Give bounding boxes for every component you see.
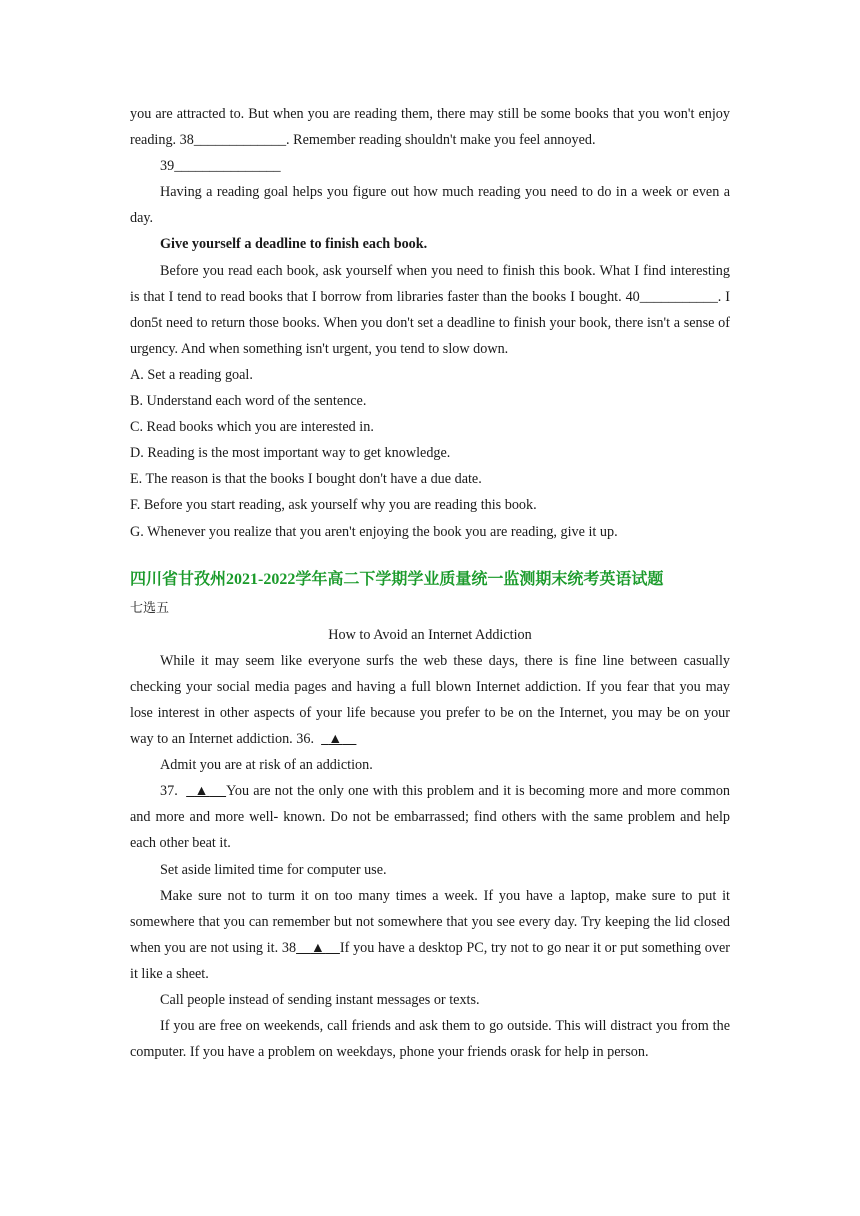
paragraph <box>130 648 730 752</box>
source-title: 四川省甘孜州2021-2022学年高二下学期学业质量统一监测期末统考英语试题 <box>130 570 664 588</box>
option-c: C. Read books which you are interested in. <box>130 419 374 436</box>
option-e: E. The reason is that the books I bought don't have a due date. <box>130 471 482 488</box>
blank-37 <box>186 783 226 799</box>
blank-marker: ▲ <box>310 939 326 956</box>
section-heading: Give yourself a deadline to finish each book. <box>160 236 428 253</box>
option-a: A. Set a reading goal. <box>130 366 253 383</box>
question-number: 37. <box>160 783 178 800</box>
blank-39: 39_______________ <box>160 158 281 175</box>
document-body <box>130 101 730 1065</box>
option-b: B. Understand each word of the sentence. <box>130 393 367 410</box>
paragraph <box>130 778 730 856</box>
subheading: Admit you are at risk of an addiction. <box>160 757 373 774</box>
paragraph: you are attracted to. But when you are reading them, there may still be some books that you won't enjoy reading. 38_____________. Remember reading shouldn't make you feel annoyed. <box>130 106 730 149</box>
option-d: D. Reading is the most important way to get knowledge. <box>130 445 451 462</box>
article-title: How to Avoid an Internet Addiction <box>328 626 532 643</box>
paragraph <box>130 883 730 987</box>
subheading: Call people instead of sending instant messages or texts. <box>160 992 480 1008</box>
paragraph-text: While it may seem like everyone surfs the web these days, there is fine line between casually checking your social media pages and having a full blown Internet addiction. If you fear that you may lose interest in other aspects of your life because you prefer to be on the Internet, you may be on your way to an Internet addiction. 36. <box>130 652 730 748</box>
option-f: F. Before you start reading, ask yourself why you are reading this book. <box>130 497 537 514</box>
paragraph-text: If you have a desktop PC, try not to go near it or put something over it like a sheet. <box>130 939 731 982</box>
blank-38 <box>296 940 340 956</box>
paragraph: Before you read each book, ask yourself when you need to finish this book. What I find interesting is that I tend to read books that I borrow from libraries faster than the books I bought. 40___________. I don5t need to return those books. When you don't set a deadline to finish your book, there isn't a sense of urgency. And when something isn't urgent, you tend to slow down. <box>130 262 730 357</box>
blank-marker: ▲ <box>328 731 343 748</box>
option-g: G. Whenever you realize that you aren't enjoying the book you are reading, give it up. <box>130 523 618 540</box>
task-type-label: 七选五 <box>130 600 170 616</box>
paragraph: If you are free on weekends, call friends and ask them to go outside. This will distract you from the computer. If you have a problem on weekdays, phone your friends orask for help in person. <box>130 1018 730 1061</box>
paragraph: Having a reading goal helps you figure out how much reading you need to do in a week or even a day. <box>130 184 730 227</box>
blank-marker: ▲ <box>194 783 210 800</box>
paragraph-text: You are not the only one with this problem and it is becoming more and more common and more and more well- known. Do not be embarrassed; find others with the same problem and help each other beat it. <box>130 783 731 852</box>
paragraph-text: Make sure not to turm it on too many times a week. If you have a laptop, make sure to put it somewhere that you can remember but not somewhere that you see every day. Try keeping the lid closed when you are not using it. 38 <box>130 887 730 956</box>
subheading: Set aside limited time for computer use. <box>160 861 387 878</box>
blank-36 <box>321 731 356 747</box>
